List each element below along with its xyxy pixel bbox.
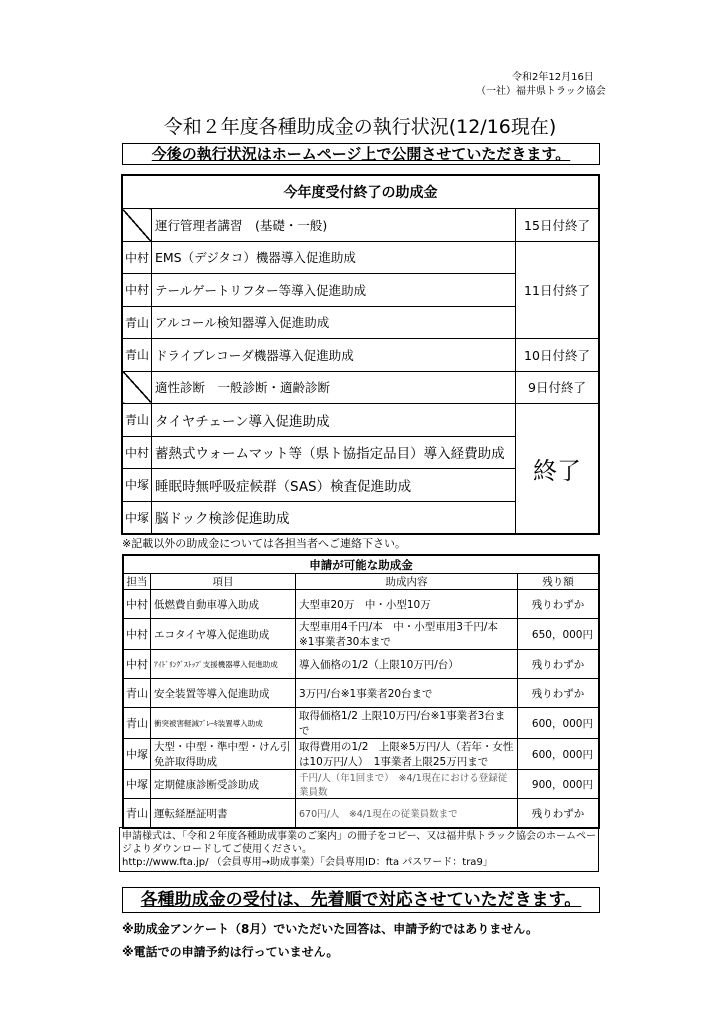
closed-item-name: 睡眠時無呼吸症候群（SAS）検査促進助成 (152, 469, 516, 502)
open-who: 中村 (123, 590, 151, 619)
closed-who: 青山 (122, 404, 152, 437)
closed-status: 15日付終了 (516, 209, 600, 242)
open-remain: 650，000円 (518, 619, 600, 650)
closed-table-heading: 今年度受付終了の助成金 (122, 175, 599, 209)
page-title: 令和２年度各種助成金の執行状況(12/16現在) (163, 116, 557, 138)
open-remain: 900，000円 (518, 770, 600, 799)
open-remain: 600，000円 (518, 708, 600, 739)
open-item: 定期健康診断受診助成 (151, 770, 296, 799)
closed-who: 中村 (122, 436, 152, 469)
form-info-text: 申請様式は、「令和２年度各種助成事業のご案内」の冊子をコピー、又は福井県トラック協会のホームページよりダウンロードしてご使用ください。 (122, 831, 596, 855)
closed-item-name: 脳ドック検診促進助成 (152, 501, 516, 534)
closed-who: 中村 (122, 274, 152, 307)
column-header: 担当 (123, 574, 151, 590)
open-table-heading: 申請が可能な助成金 (123, 555, 599, 574)
application-form-info (119, 827, 599, 872)
open-content: 3万円/台※1事業者20台まで (296, 679, 518, 708)
open-content: 導入価格の1/2（上限10万円/台） (296, 650, 518, 679)
open-content: 大型車用4千円/本 中・小型車用3千円/本 ※1事業者30本まで (296, 619, 518, 650)
open-subsidies-table (122, 554, 600, 829)
open-remain: 残りわずか (518, 799, 600, 829)
open-remain: 残りわずか (518, 679, 600, 708)
phone-note: ※電話での申請予約は行っていません。 (122, 945, 339, 959)
closed-item-name: 適性診断 一般診断・適齢診断 (152, 371, 516, 404)
open-who: 青山 (123, 708, 151, 739)
open-who: 中塚 (123, 739, 151, 770)
open-content: 千円/人（年1回まで） ※4/1現在における登録従業員数 (296, 770, 518, 799)
open-remain: 残りわずか (518, 650, 600, 679)
open-who: 青山 (123, 799, 151, 829)
first-come-notice: 各種助成金の受付は、先着順で対応させていただきます。 (122, 887, 600, 913)
open-item: 低燃費自動車導入助成 (151, 590, 296, 619)
open-item: エコタイヤ導入促進助成 (151, 619, 296, 650)
open-who: 中塚 (123, 770, 151, 799)
closed-item-name: 運行管理者講習 (基礎・一般) (152, 209, 516, 242)
slash-cell (122, 371, 152, 404)
open-who: 青山 (123, 679, 151, 708)
closed-item-name: ドライブレコーダ機器導入促進助成 (152, 339, 516, 372)
open-content: 670円/人 ※4/1現在の従業員数まで (296, 799, 518, 829)
open-content: 取得価格1/2 上限10万円/台※1事業者3台まで (296, 708, 518, 739)
survey-note: ※助成金アンケート（8月）でいただいた回答は、申請予約ではありません。 (122, 922, 539, 936)
closed-status: 10日付終了 (516, 339, 600, 372)
closed-who: 青山 (122, 306, 152, 339)
open-remain: 600，000円 (518, 739, 600, 770)
closed-item-name: アルコール検知器導入促進助成 (152, 306, 516, 339)
closed-big-status: 終了 (516, 404, 600, 535)
open-content: 取得費用の1/2 上限※5万円/人（若年・女性は10万円/人） 1事業者上限25万円まで (296, 739, 518, 770)
open-item: 安全装置等導入促進助成 (151, 679, 296, 708)
closed-who: 青山 (122, 339, 152, 372)
closed-who: 中村 (122, 241, 152, 274)
open-who: 中村 (123, 619, 151, 650)
open-who: 中村 (123, 650, 151, 679)
open-item: 衝突被害軽減ﾌﾞﾚｰｷ装置導入助成 (151, 708, 296, 739)
closed-item-name: 蓄熱式ウォームマット等（県ト協指定品目）導入経費助成 (152, 436, 516, 469)
column-header: 助成内容 (296, 574, 518, 590)
open-item: 運転経歴証明書 (151, 799, 296, 829)
organization-name: （一社）福井県トラック協会 (476, 86, 606, 97)
publication-notice: 今後の執行状況はホームページ上で公開させていただきます。 (122, 143, 600, 165)
open-remain: 残りわずか (518, 590, 600, 619)
contact-note: ※記載以外の助成金については各担当者へご連絡下さい。 (122, 537, 406, 550)
closed-status: 9日付終了 (516, 371, 600, 404)
open-item: 大型・中型・準中型・けん引免許取得助成 (151, 739, 296, 770)
open-content: 大型車20万 中・小型10万 (296, 590, 518, 619)
slash-cell (122, 209, 152, 242)
closed-item-name: テールゲートリフター等導入促進助成 (152, 274, 516, 307)
closed-item-name: タイヤチェーン導入促進助成 (152, 404, 516, 437)
form-info-url[interactable]: http://www.fta.jp/ （会員専用→助成事業）「会員専用ID：fta パスワード：tra9」 (122, 857, 493, 868)
closed-item-name: EMS（デジタコ）機器導入促進助成 (152, 241, 516, 274)
closed-status: 11日付終了 (516, 241, 600, 339)
closed-who: 中塚 (122, 469, 152, 502)
closed-subsidies-table (121, 174, 600, 535)
closed-who: 中塚 (122, 501, 152, 534)
open-item: ｱｲﾄﾞﾘﾝｸﾞｽﾄｯﾌﾟ支援機器導入促進助成 (151, 650, 296, 679)
document-date: 令和2年12月16日 (512, 72, 594, 83)
column-header: 項目 (151, 574, 296, 590)
column-header: 残り額 (518, 574, 600, 590)
